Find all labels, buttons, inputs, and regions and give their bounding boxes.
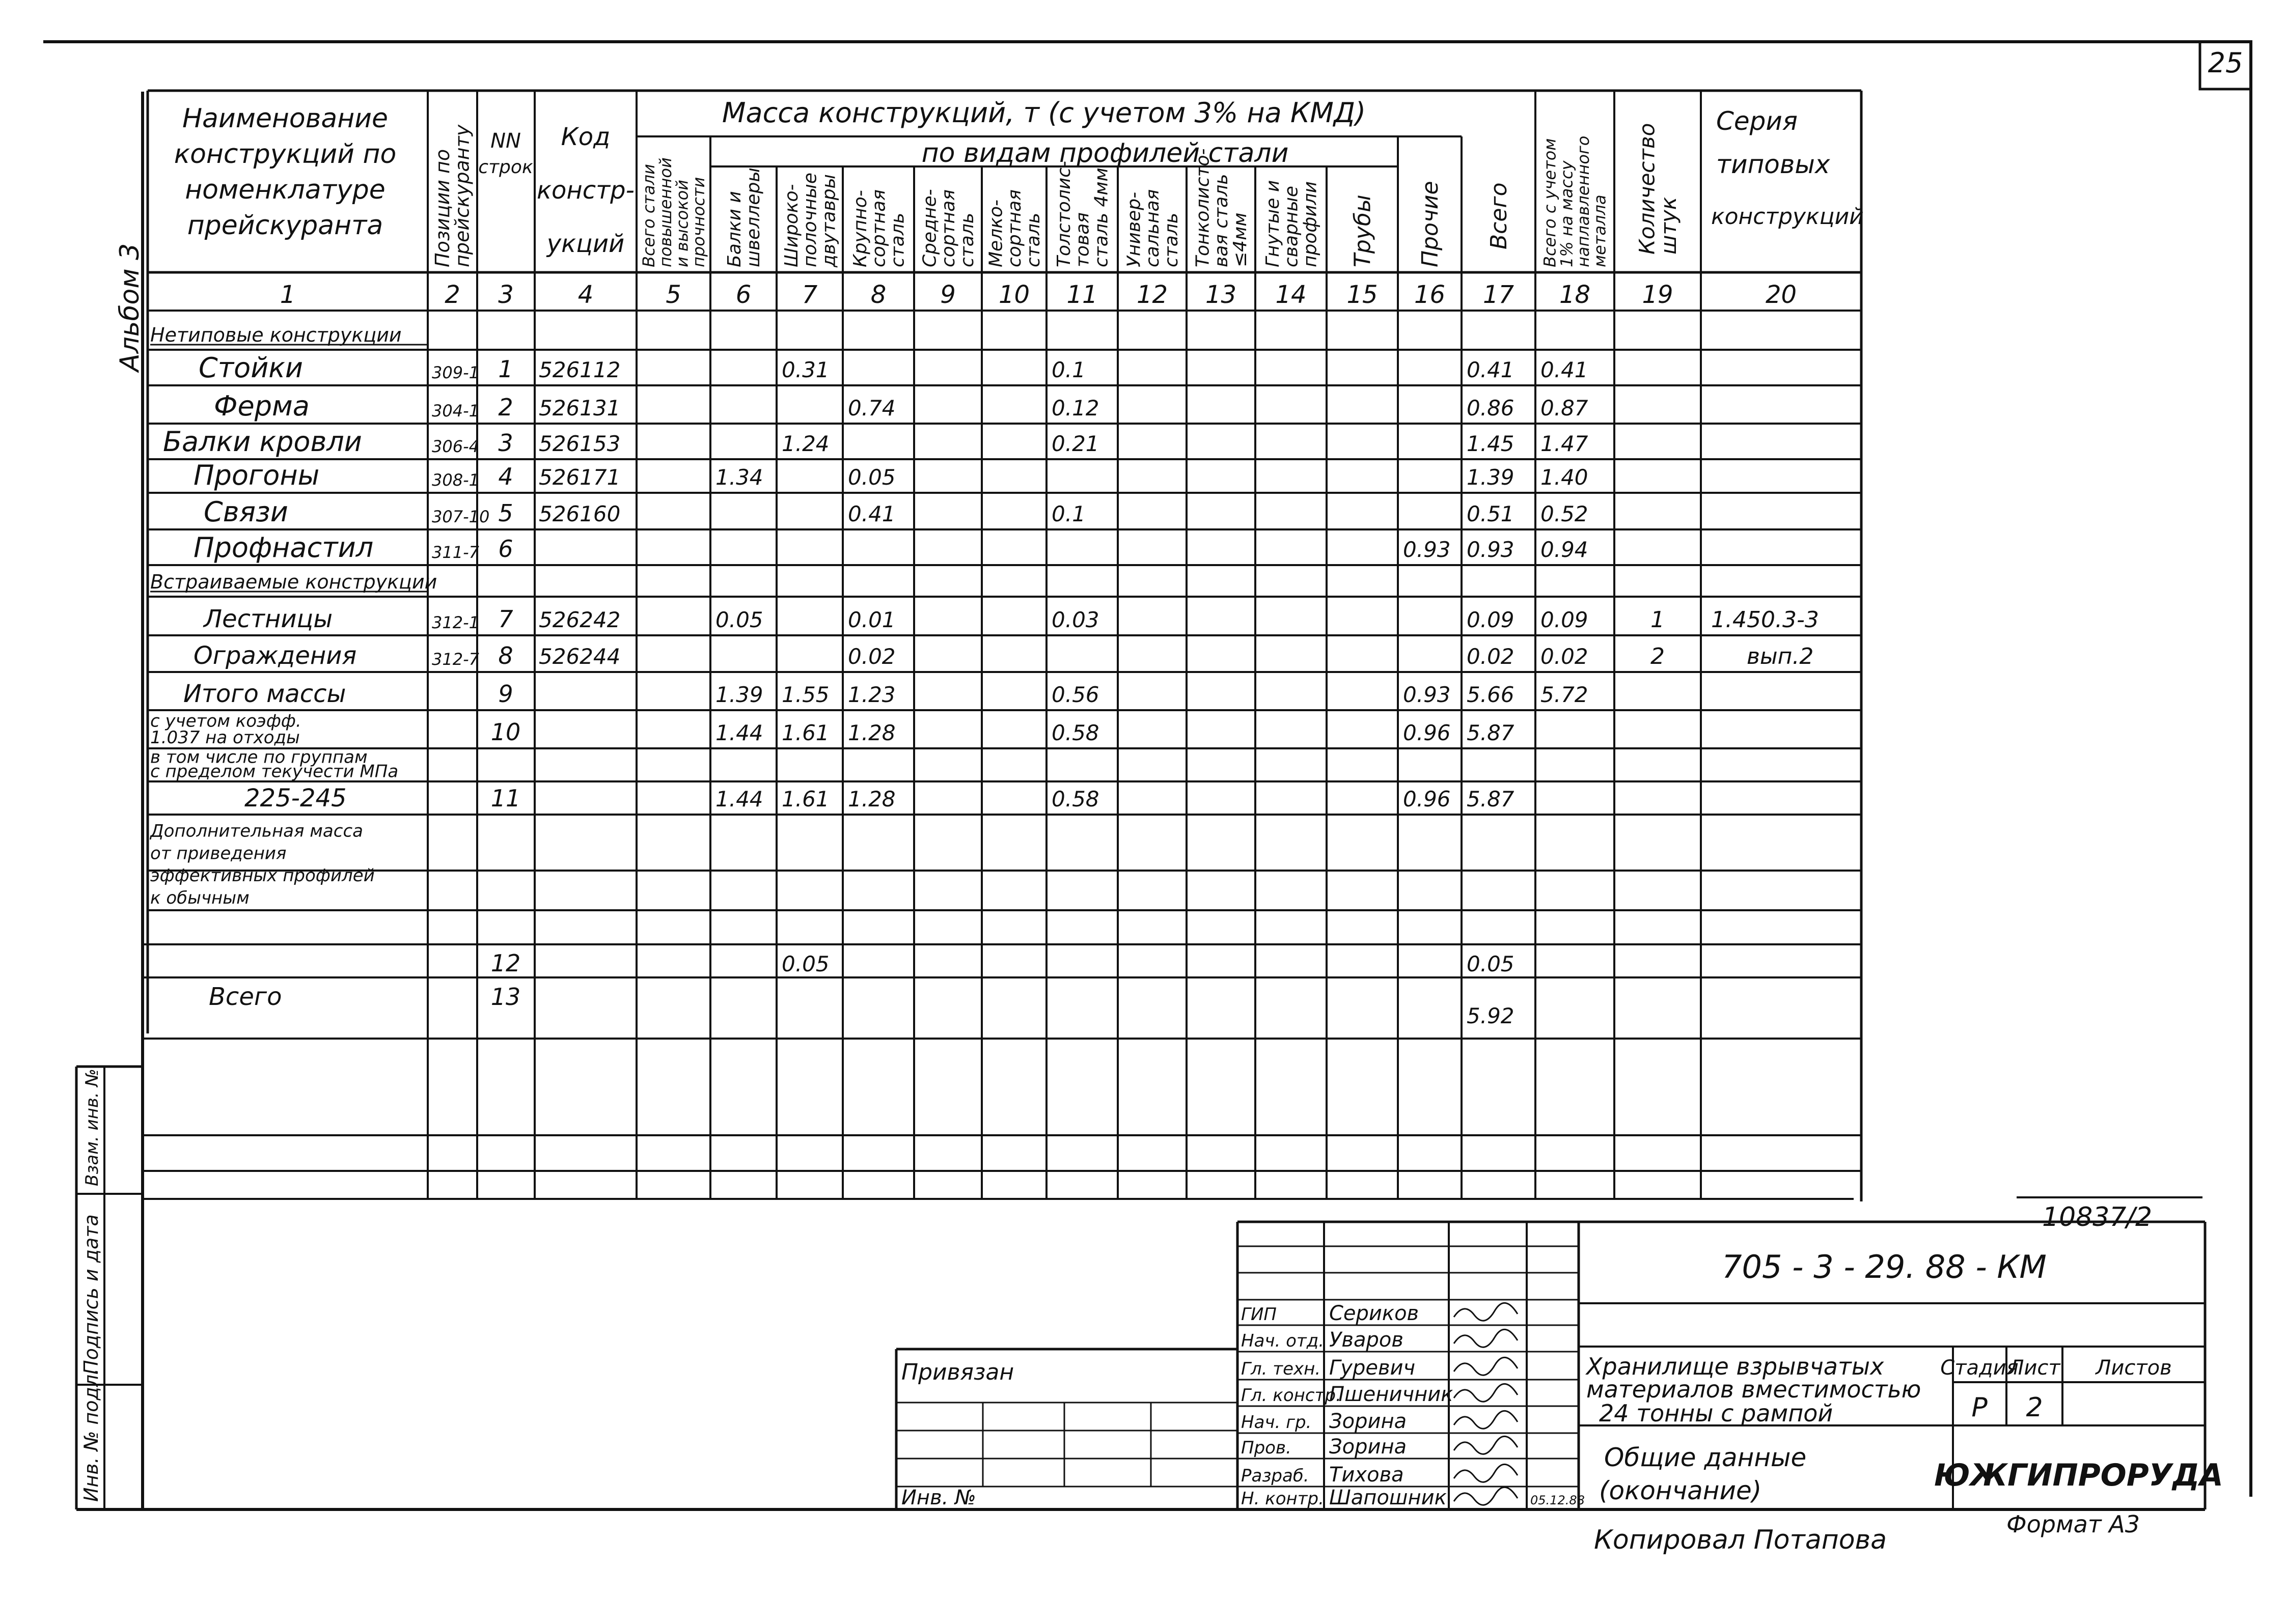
row-position: 306-4 bbox=[432, 437, 479, 456]
project-title: 24 тонны с рампой bbox=[1599, 1399, 1833, 1427]
header-row-no: NN bbox=[490, 129, 521, 153]
row-code: 526242 bbox=[539, 607, 621, 632]
row-code: 526244 bbox=[539, 644, 621, 669]
column-number: 12 bbox=[1136, 281, 1168, 309]
row-total: 5.87 bbox=[1467, 720, 1514, 745]
header-profile: ≤4мм bbox=[1229, 212, 1251, 267]
header-code: констр- bbox=[537, 176, 635, 205]
row-number: 2 bbox=[498, 394, 513, 421]
table-row bbox=[204, 496, 1588, 528]
column-number: 14 bbox=[1275, 281, 1307, 309]
column-number: 1 bbox=[280, 281, 296, 309]
row-total: 5.87 bbox=[1467, 787, 1514, 811]
row-total: 1.39 bbox=[1467, 465, 1514, 490]
table-row bbox=[150, 711, 1514, 748]
row-value: 1.44 bbox=[715, 787, 763, 811]
header-profile: Универ- bbox=[1123, 191, 1145, 267]
row-value: 0.1 bbox=[1052, 357, 1086, 382]
row-number: 7 bbox=[498, 605, 513, 633]
row-value: 0.93 bbox=[1403, 537, 1451, 562]
person-name: Пшеничник bbox=[1329, 1383, 1453, 1406]
row-value: 1.55 bbox=[782, 682, 830, 707]
column-number: 16 bbox=[1414, 281, 1446, 309]
sheet-title: Общие данные bbox=[1604, 1443, 1807, 1472]
row-section-title: Встраиваемые конструкции bbox=[150, 571, 437, 593]
column-number: 5 bbox=[666, 281, 681, 309]
row-value: 0.05 bbox=[715, 607, 763, 632]
role-label: Нач. отд. bbox=[1241, 1331, 1325, 1351]
table-row bbox=[163, 426, 1588, 458]
header-profile: сортная bbox=[938, 189, 959, 267]
row-name: с учетом коэфф. bbox=[150, 711, 301, 732]
row-position: 308-1 bbox=[432, 470, 479, 490]
row-number: 9 bbox=[498, 680, 513, 708]
row-code: 526153 bbox=[539, 431, 621, 456]
sheet-value: 2 bbox=[2026, 1392, 2043, 1423]
row-value: 0.1 bbox=[1052, 501, 1086, 526]
attached-label: Привязан bbox=[901, 1359, 1014, 1385]
header-series: типовых bbox=[1716, 150, 1830, 179]
row-name: Лестницы bbox=[204, 605, 333, 633]
row-number: 4 bbox=[498, 463, 513, 490]
header-profile: швеллеры bbox=[742, 167, 764, 267]
row-position: 312-7 bbox=[432, 650, 479, 669]
row-name: от приведения bbox=[150, 843, 287, 864]
row-value: 0.96 bbox=[1403, 787, 1451, 811]
row-name: эффективных профилей bbox=[150, 865, 375, 886]
signature bbox=[1454, 1411, 1518, 1429]
row-number: 3 bbox=[498, 429, 513, 457]
header-profile: Балки и bbox=[724, 191, 746, 267]
column-number: 17 bbox=[1482, 281, 1514, 309]
role-label: Гл. техн. bbox=[1241, 1359, 1321, 1379]
column-number: 8 bbox=[870, 281, 887, 309]
stage-label: Стадия bbox=[1940, 1356, 2019, 1380]
sheet-number: 25 bbox=[2208, 47, 2243, 79]
title-block bbox=[896, 1197, 2223, 1509]
row-position: 311-7 bbox=[432, 543, 479, 562]
table-row bbox=[149, 821, 1514, 977]
row-name: Связи bbox=[204, 496, 288, 528]
row-value: 1.61 bbox=[782, 720, 830, 745]
table-row bbox=[244, 784, 1514, 813]
row-name: с пределом текучести МПа bbox=[150, 761, 399, 782]
row-name: 1.037 на отходы bbox=[150, 727, 300, 748]
row-total-weld: 0.02 bbox=[1540, 644, 1588, 669]
signature bbox=[1454, 1357, 1518, 1375]
row-number: 5 bbox=[498, 499, 513, 527]
row-name: Всего bbox=[209, 983, 282, 1011]
header-series: Серия bbox=[1716, 106, 1798, 136]
person-name: Зорина bbox=[1329, 1410, 1407, 1433]
row-name: 225-245 bbox=[244, 784, 347, 813]
row-total: 0.02 bbox=[1467, 644, 1514, 669]
signature bbox=[1454, 1384, 1518, 1402]
header-profile: Тонколисто- bbox=[1192, 148, 1214, 267]
row-total: 1.45 bbox=[1467, 431, 1514, 456]
column-number: 18 bbox=[1559, 281, 1591, 309]
row-position: 307-10 bbox=[432, 507, 490, 526]
column-number: 6 bbox=[735, 281, 752, 309]
header-profile: полочные bbox=[800, 173, 821, 267]
row-value: 0.74 bbox=[848, 396, 896, 421]
row-value: 0.31 bbox=[782, 357, 830, 382]
copied-by: Копировал Потапова bbox=[1594, 1525, 1887, 1555]
header-profile: сортная bbox=[1004, 189, 1026, 267]
row-value: 0.01 bbox=[848, 607, 896, 632]
row-total: 0.09 bbox=[1467, 607, 1514, 632]
column-number: 20 bbox=[1765, 281, 1797, 309]
row-number: 13 bbox=[490, 983, 521, 1011]
header-mass-group: Масса конструкций, т (с учетом 3% на КМД) bbox=[722, 97, 1366, 129]
header-profile: Толстолис- bbox=[1053, 160, 1075, 267]
sheets-label: Листов bbox=[2096, 1356, 2172, 1380]
header-total-weld: 1% на массу bbox=[1557, 160, 1577, 267]
row-series: 1.450.3-3 bbox=[1711, 607, 1819, 633]
table-row bbox=[194, 531, 1588, 564]
row-total-weld: 0.87 bbox=[1540, 396, 1588, 421]
header-total-weld: металла bbox=[1590, 194, 1610, 267]
header-row-no: строк bbox=[478, 157, 533, 178]
role-label: Н. контр. bbox=[1241, 1489, 1324, 1509]
header-profile: вая сталь bbox=[1211, 174, 1232, 267]
table-row bbox=[214, 390, 1588, 422]
table-row bbox=[150, 324, 427, 346]
row-value: 1.24 bbox=[782, 431, 830, 456]
row-series: вып.2 bbox=[1747, 643, 1814, 669]
header-quantity: Количество bbox=[1634, 123, 1660, 255]
column-number: 19 bbox=[1642, 281, 1673, 309]
header-total-weld: Всего с учетом bbox=[1540, 138, 1560, 267]
header-profile: товая bbox=[1072, 212, 1093, 267]
row-total-weld: 0.52 bbox=[1540, 501, 1588, 526]
column-number: 13 bbox=[1205, 281, 1237, 309]
column-number: 15 bbox=[1346, 281, 1378, 309]
row-total-weld: 5.72 bbox=[1540, 682, 1588, 707]
row-value: 0.58 bbox=[1052, 787, 1099, 811]
header-quantity: штук bbox=[1656, 197, 1682, 255]
person-name: Шапошник bbox=[1329, 1486, 1447, 1509]
header-profile: Гнутые и bbox=[1262, 180, 1283, 267]
row-value: 0.12 bbox=[1052, 396, 1099, 421]
row-value: 0.02 bbox=[848, 644, 896, 669]
row-total: 5.92 bbox=[1467, 1003, 1514, 1028]
role-label: Нач. гр. bbox=[1241, 1412, 1312, 1433]
stage-value: Р bbox=[1971, 1392, 1988, 1423]
signature bbox=[1454, 1487, 1518, 1505]
row-name: Ферма bbox=[214, 390, 310, 422]
row-value: 1.28 bbox=[848, 787, 896, 811]
row-position: 304-1 bbox=[432, 401, 479, 421]
row-total: 0.05 bbox=[1467, 951, 1514, 976]
header-profile: Средне- bbox=[919, 189, 941, 267]
row-name: Стойки bbox=[199, 352, 304, 384]
row-value: 1.34 bbox=[715, 465, 763, 490]
row-name: Прогоны bbox=[194, 459, 320, 491]
stamp-signature-date: Подпись и дата bbox=[80, 1214, 102, 1375]
row-value: 0.05 bbox=[782, 951, 830, 976]
stamp-inv-original: Инв. № подл. bbox=[80, 1368, 102, 1502]
column-number: 11 bbox=[1066, 281, 1098, 309]
signature bbox=[1454, 1436, 1518, 1454]
row-value: 0.03 bbox=[1052, 607, 1099, 632]
row-value: 0.58 bbox=[1052, 720, 1099, 745]
table-row bbox=[183, 680, 1588, 708]
header-series: конструкций bbox=[1711, 204, 1864, 230]
row-number: 6 bbox=[498, 535, 513, 563]
signature bbox=[1454, 1464, 1518, 1482]
table-row bbox=[150, 747, 398, 781]
person-name: Тихова bbox=[1329, 1463, 1404, 1487]
header-profile: сварные bbox=[1281, 185, 1302, 267]
column-number: 4 bbox=[577, 281, 594, 309]
header-profile: двутавры bbox=[818, 174, 840, 267]
project-title: Хранилище взрывчатых bbox=[1586, 1353, 1884, 1380]
signature bbox=[1454, 1329, 1518, 1347]
row-total-weld: 0.94 bbox=[1540, 537, 1588, 562]
header-name: номенклатуре bbox=[185, 175, 385, 205]
row-value: 1.39 bbox=[715, 682, 763, 707]
row-total-weld: 0.41 bbox=[1540, 357, 1588, 382]
row-total-weld: 1.47 bbox=[1540, 431, 1588, 456]
side-stamp bbox=[76, 1067, 143, 1509]
row-value: 0.41 bbox=[848, 501, 896, 526]
row-position: 309-1 bbox=[432, 363, 479, 382]
header-profile: сальная bbox=[1142, 189, 1164, 267]
inv-label: Инв. № bbox=[901, 1486, 976, 1509]
header-name: прейскуранта bbox=[187, 210, 383, 241]
header-profile: сталь bbox=[1161, 212, 1182, 267]
row-total-weld: 0.09 bbox=[1540, 607, 1588, 632]
row-name: Балки кровли bbox=[163, 426, 362, 458]
column-number: 2 bbox=[445, 281, 460, 309]
row-value: 0.21 bbox=[1052, 431, 1099, 456]
person-name: Гуревич bbox=[1329, 1356, 1416, 1380]
column-number: 10 bbox=[998, 281, 1030, 309]
row-name: Ограждения bbox=[194, 641, 357, 670]
row-number: 12 bbox=[490, 949, 521, 977]
specification-table bbox=[143, 91, 1864, 1201]
row-code: 526160 bbox=[539, 501, 621, 526]
header-name: конструкций по bbox=[174, 139, 397, 170]
header-profile: сортная bbox=[868, 189, 890, 267]
table-row bbox=[194, 641, 1813, 670]
column-number: 7 bbox=[802, 281, 818, 309]
header-high-strength: повышенной bbox=[655, 157, 675, 267]
table-row bbox=[199, 352, 1588, 384]
header-profile: Мелко- bbox=[985, 200, 1007, 267]
column-number: 9 bbox=[940, 281, 956, 309]
table-row bbox=[209, 983, 1514, 1028]
row-total: 0.93 bbox=[1467, 537, 1514, 562]
header-position: прейскуранту bbox=[451, 124, 474, 267]
row-value: 1.44 bbox=[715, 720, 763, 745]
header-profile: Прочие bbox=[1417, 181, 1443, 267]
row-value: 0.93 bbox=[1403, 682, 1451, 707]
row-quantity: 2 bbox=[1650, 643, 1665, 669]
table-row bbox=[150, 571, 437, 593]
role-label: ГИП bbox=[1241, 1304, 1277, 1325]
header-profile: Широко- bbox=[781, 184, 802, 267]
row-section-title: Нетиповые конструкции bbox=[150, 324, 402, 346]
header-code: укций bbox=[546, 230, 625, 258]
row-name: Профнастил bbox=[194, 531, 374, 564]
person-name: Сериков bbox=[1329, 1302, 1419, 1325]
header-profile: сталь bbox=[1023, 212, 1044, 267]
row-value: 1.61 bbox=[782, 787, 830, 811]
row-name: Итого массы bbox=[183, 680, 346, 708]
row-quantity: 1 bbox=[1650, 607, 1665, 633]
header-by-profile: по видам профилей стали bbox=[921, 138, 1289, 169]
person-name: Зорина bbox=[1329, 1435, 1407, 1459]
row-name: Дополнительная масса bbox=[150, 821, 363, 842]
row-number: 10 bbox=[490, 718, 521, 746]
sheet-title: (окончание) bbox=[1599, 1476, 1762, 1505]
role-label: Пров. bbox=[1241, 1438, 1291, 1458]
row-number: 1 bbox=[498, 355, 513, 383]
project-title: материалов вместимостью bbox=[1586, 1376, 1921, 1403]
header-total: Всего bbox=[1485, 182, 1512, 249]
row-total-weld: 1.40 bbox=[1540, 465, 1588, 490]
format-label: Формат А3 bbox=[2006, 1510, 2140, 1538]
row-total: 0.86 bbox=[1467, 396, 1514, 421]
role-label: Гл. констр. bbox=[1241, 1385, 1341, 1406]
row-value: 0.05 bbox=[848, 465, 896, 490]
row-code: 526112 bbox=[539, 357, 621, 382]
table-row bbox=[194, 459, 1588, 491]
row-value: 1.23 bbox=[848, 682, 896, 707]
header-high-strength: и высокой bbox=[672, 180, 692, 267]
role-label: Разраб. bbox=[1241, 1466, 1309, 1486]
signature bbox=[1454, 1303, 1518, 1321]
row-code: 526171 bbox=[539, 465, 621, 490]
column-number: 3 bbox=[498, 281, 514, 309]
header-position: Позиции по bbox=[431, 149, 454, 267]
row-position: 312-1 bbox=[432, 613, 479, 632]
header-profile: сталь 4мм bbox=[1091, 167, 1112, 267]
album-label: Альбом 3 bbox=[115, 243, 145, 372]
header-total-weld: наплавленного bbox=[1574, 135, 1593, 267]
sheet-label: Лист bbox=[2008, 1356, 2060, 1380]
row-total: 0.51 bbox=[1467, 501, 1514, 526]
document-code: 705 - 3 - 29. 88 - КМ bbox=[1722, 1248, 2047, 1285]
header-profile: профили bbox=[1300, 181, 1321, 267]
row-name: к обычным bbox=[150, 887, 250, 908]
row-total: 5.66 bbox=[1467, 682, 1514, 707]
row-code: 526131 bbox=[539, 396, 621, 421]
date: 05.12.88 bbox=[1530, 1493, 1585, 1507]
table-row bbox=[203, 605, 1819, 633]
header-profile: Трубы bbox=[1349, 194, 1376, 267]
document-id: 10837/2 bbox=[2042, 1202, 2153, 1233]
row-value: 1.28 bbox=[848, 720, 896, 745]
row-value: 0.96 bbox=[1403, 720, 1451, 745]
row-name: в том числе по группам bbox=[150, 747, 368, 768]
header-code: Код bbox=[561, 123, 611, 151]
row-number: 8 bbox=[498, 642, 513, 669]
person-name: Уваров bbox=[1329, 1328, 1403, 1352]
header-profile: сталь bbox=[887, 212, 908, 267]
header-name: Наименование bbox=[182, 103, 389, 134]
header-high-strength: прочности bbox=[689, 177, 709, 267]
header-high-strength: Всего стали bbox=[639, 164, 659, 267]
stamp-replace-inv: Взам. инв. № bbox=[82, 1069, 102, 1186]
header-profile: Крупно- bbox=[849, 190, 871, 267]
row-value: 0.56 bbox=[1052, 682, 1099, 707]
row-number: 11 bbox=[490, 785, 521, 812]
header-profile: сталь bbox=[956, 212, 978, 267]
row-total: 0.41 bbox=[1467, 357, 1514, 382]
organization: ЮЖГИПРОРУДА bbox=[1934, 1458, 2223, 1493]
